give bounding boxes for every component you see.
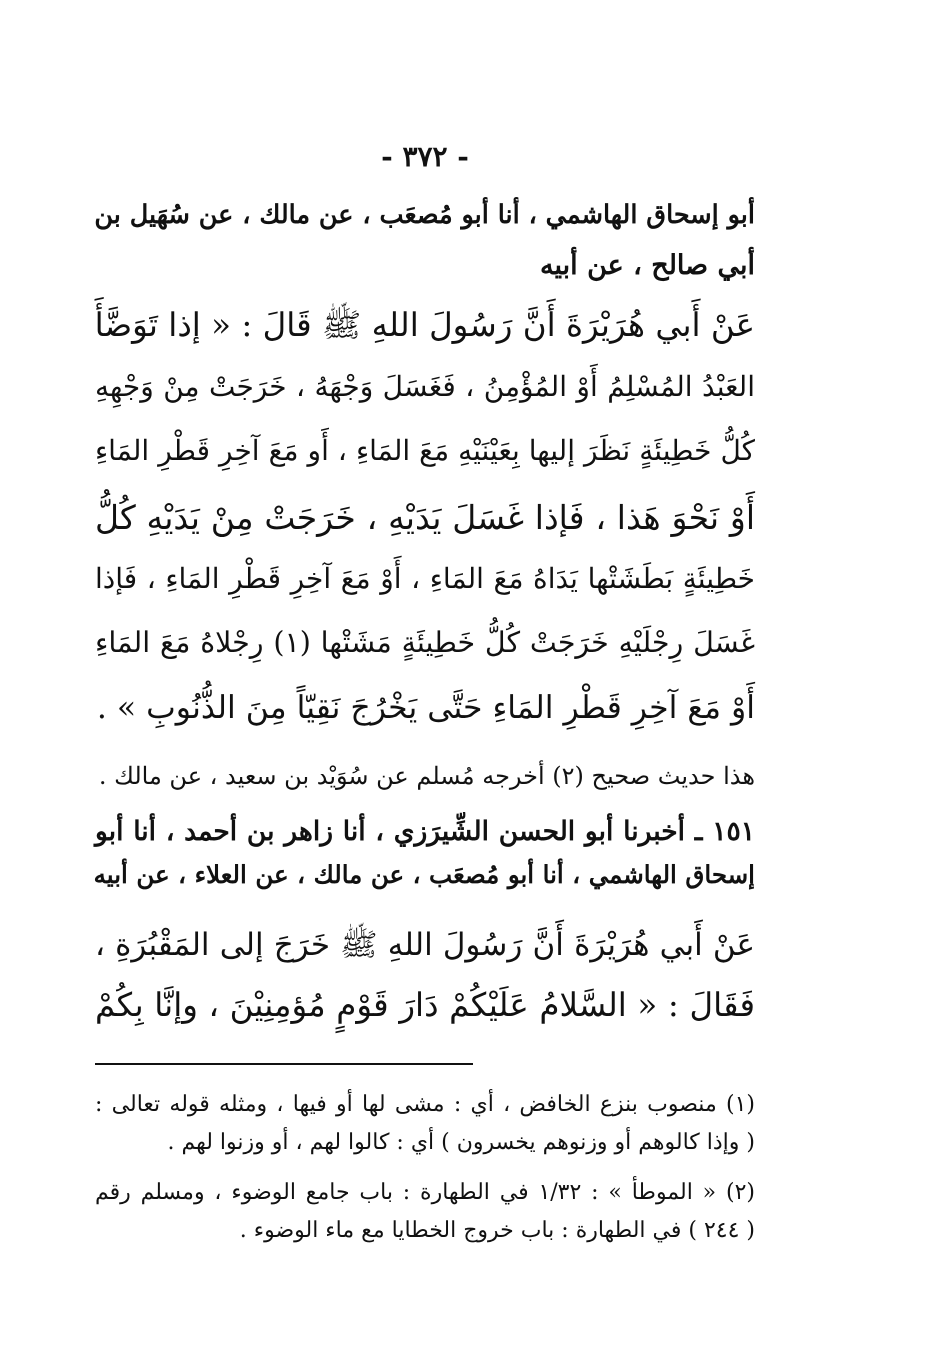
- hadith-line: كُلُّ خَطِيئَةٍ نَظَرَ إليها بِعَيْنَيْهِ مَعَ المَاءِ ، أَو مَعَ آخِرِ قَطْرِ المَاءِ: [95, 434, 755, 467]
- isnad-line: أبي صالح ، عن أبيه: [540, 250, 755, 281]
- hadith-line: أَوْ نَحْوَ هَذا ، فَإذا غَسَلَ يَدَيْهِ ، خَرَجَتْ مِنْ يَدَيْهِ كُلُّ: [95, 498, 755, 537]
- footnote-divider: [95, 1063, 473, 1065]
- page-number: - ٣٧٢ -: [381, 140, 469, 173]
- hadith-line: عَنْ أَبي هُرَيْرَةَ أَنَّ رَسُولَ اللهِ ﷺ خَرَجَ إلى المَقْبُرَةِ ،: [95, 927, 755, 963]
- isnad-line: أبو إسحاق الهاشمي ، أنا أبو مُصعَب ، عن مالك ، عن سُهَيل بن: [94, 200, 755, 230]
- isnad-line: ١٥١ ـ أخبرنا أبو الحسن الشِّيرَزي ، أنا زاهر بن أحمد ، أنا أبو: [95, 816, 755, 847]
- hadith-line: أَوْ مَعَ آخِرِ قَطْرِ المَاءِ حَتَّى يَخْرُجَ نَقِيّاً مِنَ الذُّنُوبِ » .: [96, 690, 755, 726]
- hadith-line: العَبْدُ المُسْلِمُ أَوْ المُؤْمِنُ ، فَغَسَلَ وَجْهَهُ ، خَرَجَتْ مِنْ وَجْهِهِ: [95, 370, 755, 403]
- grading-comment: هذا حديث صحيح (٢) أخرجه مُسلم عن سُوَيْد بن سعيد ، عن مالك .: [98, 762, 755, 790]
- hadith-line: خَطِيئَةٍ بَطَشَتْها يَدَاهُ مَعَ المَاءِ ، أَوْ مَعَ آخِرِ قَطْرِ المَاءِ ، فَإذا: [95, 562, 755, 595]
- hadith-line: غَسَلَ رِجْلَيْهِ خَرَجَتْ كُلُّ خَطِيئَةٍ مَشَتْها (١) رِجْلاهُ مَعَ المَاءِ: [95, 626, 755, 659]
- footnote-line: ( وإذا كالوهم أو وزنوهم يخسرون ) أي : كالوا لهم ، أو وزنوا لهم .: [167, 1130, 755, 1155]
- footnote-line: (٢) « الموطأ » : ١/٣٢ في الطهارة : باب جامع الوضوء ، ومسلم رقم: [95, 1180, 755, 1205]
- footnote-line: (١) منصوب بنزع الخافض ، أي : مشى لها أو فيها ، ومثله قوله تعالى :: [95, 1092, 755, 1117]
- hadith-line: فَقَالَ : « السَّلامُ عَلَيْكُمْ دَارَ قَوْمٍ مُؤمِنِيْنَ ، وإنَّا بِكُمْ: [95, 986, 755, 1024]
- isnad-line: إسحاق الهاشمي ، أنا أبو مُصعَب ، عن مالك ، عن العلاء ، عن أبيه: [93, 860, 755, 889]
- hadith-line: عَنْ أَبي هُرَيْرَةَ أَنَّ رَسُولَ اللهِ ﷺ قَالَ : « إذا تَوَضَّأَ: [94, 306, 755, 344]
- footnote-line: ( ٢٤٤ ) في الطهارة : باب خروج الخطايا مع ماء الوضوء .: [239, 1218, 755, 1243]
